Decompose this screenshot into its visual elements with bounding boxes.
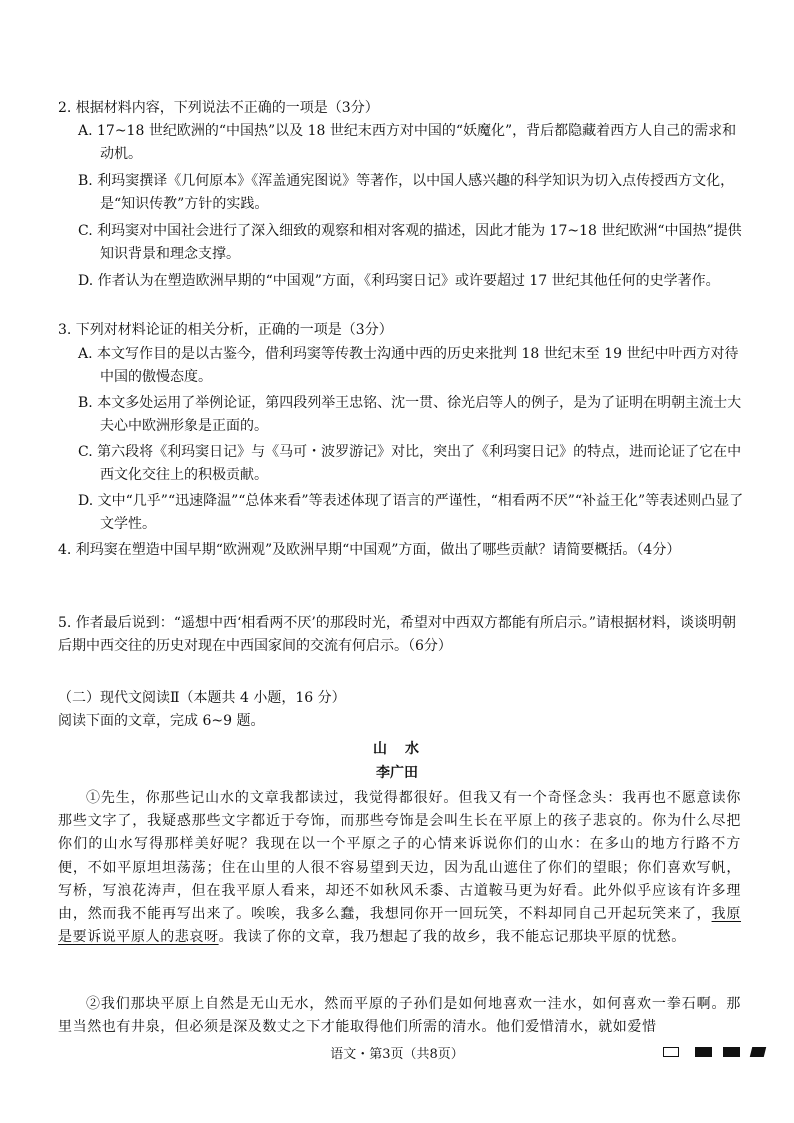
question-5: 5. 作者最后说到：“遥想中西‘相看两不厌’的那段时光，希望对中西双方都能有所启示。”请根据材料，谈谈明朝后期中西交往的历史对现在中西国家间的交流有何启示。（6分） bbox=[58, 615, 737, 654]
slanted-mark-icon bbox=[750, 1047, 766, 1057]
option-text: B. 利玛窦撰译《几何原本》《浑盖通宪图说》等著作，以中国人感兴趣的科学知识为切入点传授西方文化，是“知识传教”方针的实践。 bbox=[78, 173, 735, 212]
question-4: 4. 利玛窦在塑造中国早期“欧洲观”及欧洲早期“中国观”方面，做出了哪些贡献？请简要概括。（4分） bbox=[58, 542, 681, 558]
section-instruction: 阅读下面的文章，完成 6~9 题。 bbox=[58, 713, 265, 729]
question-3-stem: 3. 下列对材料论证的相关分析，正确的一项是（3分） bbox=[58, 322, 393, 338]
essay-paragraph-1 bbox=[58, 787, 741, 949]
solid-mark-icon bbox=[723, 1047, 740, 1057]
question-2-option-d bbox=[78, 270, 746, 293]
question-3-option-d bbox=[78, 490, 746, 536]
section-heading: （二）现代文阅读Ⅱ（本题共 4 小题，16 分） bbox=[58, 690, 346, 706]
question-2-option-a bbox=[78, 120, 746, 166]
question-3-option-a bbox=[78, 343, 746, 389]
question-3-option-c bbox=[78, 441, 746, 487]
option-text: B. 本文多处运用了举例论证，第四段列举王忠铭、沈一贯、徐光启等人的例子，是为了证明在明朝主流士大夫心中欧洲形象是正面的。 bbox=[78, 395, 742, 434]
option-text: D. 作者认为在塑造欧洲早期的“中国观”方面，《利玛窦日记》或许要超过 17 世纪其他任何的史学著作。 bbox=[78, 273, 720, 289]
page-footer: 语文・第3页（共8页） bbox=[330, 1047, 464, 1062]
option-text: D. 文中“几乎”“迅速降温”“总体来看”等表述体现了语言的严谨性，“相看两不厌”“补益王化”等表述则凸显了文学性。 bbox=[78, 493, 744, 532]
essay-title: 山 水 bbox=[373, 741, 421, 757]
essay-author: 李广田 bbox=[376, 765, 418, 781]
hollow-mark-icon bbox=[663, 1047, 679, 1057]
question-2-stem: 2. 根据材料内容，下列说法不正确的一项是（3分） bbox=[58, 100, 379, 116]
paragraph-text: 。我读了你的文章，我乃想起了我的故乡，我不能忘记那块平原的忧愁。 bbox=[218, 929, 686, 946]
option-text: A. 本文写作目的是以古鉴今，借利玛窦等传教士沟通中西的历史来批判 18 世纪末至 19 世纪中叶西方对待中国的傲慢态度。 bbox=[78, 346, 739, 385]
option-text: C. 利玛窦对中国社会进行了深入细致的观察和相对客观的描述，因此才能为 17~18 世纪欧洲“中国热”提供知识背景和理念支撑。 bbox=[78, 223, 742, 262]
question-3-option-b bbox=[78, 392, 746, 438]
option-text: A. 17~18 世纪欧洲的“中国热”以及 18 世纪末西方对中国的“妖魔化”，背后都隐藏着西方人自己的需求和动机。 bbox=[78, 123, 737, 162]
paragraph-text: ①先生，你那些记山水的文章我都读过，我觉得都很好。但我又有一个奇怪念头：我再也不愿意读你那些文字了，我疑惑那些文字都近于夸饰，而那些夸饰是会叫生长在平原上的孩子悲哀的。你为什么尽把你们的山水写得那样美好呢？我现在以一个平原之子的心情来诉说你们的山水：在多山的地方行路不方便，不如平原坦坦荡荡；住在山里的人很不容易望到天边，因为乱山遮住了你们的望眼；你们喜欢写帆，写桥，写浪花涛声，但在我平原人看来，却还不如秋风禾黍、古道鞍马更为好看。此外似乎应该有许多理由，然而我不能再写出来了。唉唉，我多么蠢，我想同你开一回玩笑，不料却同自己开起玩笑来了， bbox=[58, 790, 741, 923]
question-2-option-c bbox=[78, 220, 746, 266]
question-2-option-b bbox=[78, 170, 746, 216]
solid-mark-icon bbox=[695, 1047, 712, 1057]
option-text: C. 第六段将《利玛窦日记》与《马可・波罗游记》对比，突出了《利玛窦日记》的特点，进而论证了它在中西文化交往上的积极贡献。 bbox=[78, 444, 742, 483]
essay-paragraph-2: ②我们那块平原上自然是无山无水，然而平原的子孙们是如何地喜欢一洼水，如何喜欢一拳石啊。那里当然也有井泉，但必须是深及数丈之下才能取得他们所需的清水。他们爱惜清水，就如爱惜 bbox=[58, 996, 741, 1036]
underlined-sentence: 我原是要诉说平原人的悲哀呀 bbox=[58, 906, 742, 946]
